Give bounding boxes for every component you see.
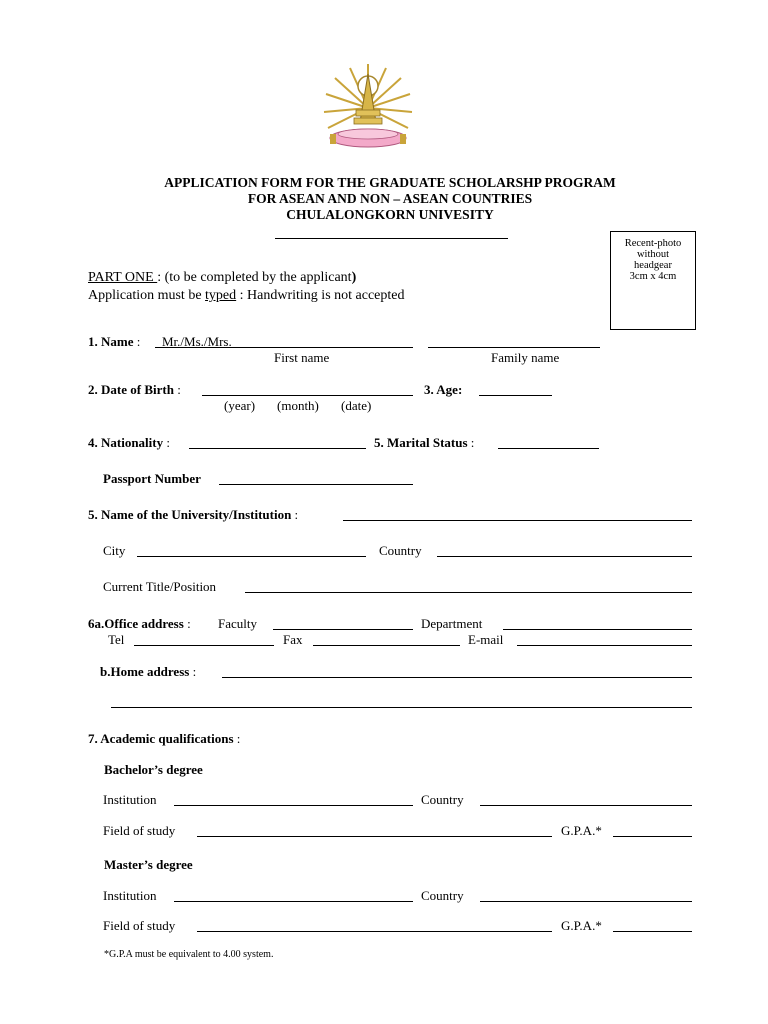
country-label: Country xyxy=(379,543,422,558)
email-input[interactable] xyxy=(517,645,692,646)
bachelor-field-input[interactable] xyxy=(197,836,552,837)
city-input[interactable] xyxy=(137,556,366,557)
university-label-wrap xyxy=(88,508,298,521)
marital-colon: : xyxy=(467,435,475,450)
home-address-input-1[interactable] xyxy=(222,677,692,678)
part-one-label: PART ONE xyxy=(88,270,158,285)
home-address-input-2[interactable] xyxy=(111,707,692,708)
name-colon: : xyxy=(133,334,141,349)
first-name-input[interactable] xyxy=(155,347,413,348)
office-label: 6a.Office address xyxy=(88,616,184,631)
typed-word: typed xyxy=(205,288,237,303)
marital-label-wrap xyxy=(374,436,474,449)
gpa-footnote: *G.P.A must be equivalent to 4.00 system. xyxy=(104,949,274,960)
country-input[interactable] xyxy=(437,556,692,557)
academic-label: 7. Academic qualifications xyxy=(88,731,234,746)
dob-label: 2. Date of Birth xyxy=(88,382,174,397)
name-label-wrap xyxy=(88,335,140,348)
bachelor-country-label: Country xyxy=(421,792,464,807)
tel-input[interactable] xyxy=(134,645,274,646)
form-title-line2: FOR ASEAN AND NON – ASEAN COUNTRIES xyxy=(247,191,533,206)
university-label: 5. Name of the University/Institution xyxy=(88,507,292,522)
office-colon: : xyxy=(183,616,191,631)
nationality-input[interactable] xyxy=(189,448,366,449)
master-institution-label: Institution xyxy=(103,888,157,903)
university-input[interactable] xyxy=(343,520,692,521)
bachelor-country-input[interactable] xyxy=(480,805,692,806)
city-label: City xyxy=(103,543,126,558)
dob-colon: : xyxy=(173,382,181,397)
name-label: 1. Name xyxy=(88,334,134,349)
typed-suffix: : Handwriting is not accepted xyxy=(236,288,405,303)
faculty-input[interactable] xyxy=(273,629,413,630)
university-colon: : xyxy=(291,507,299,522)
age-label: 3. Age: xyxy=(424,382,463,397)
tel-label: Tel xyxy=(108,632,125,647)
master-heading: Master’s degree xyxy=(104,857,193,872)
typed-notice xyxy=(88,289,405,303)
faculty-label: Faculty xyxy=(218,616,257,631)
department-input[interactable] xyxy=(503,629,692,630)
bachelor-gpa-label: G.P.A.* xyxy=(561,823,602,838)
photo-box[interactable] xyxy=(610,231,696,330)
part-one-heading xyxy=(88,271,356,285)
family-name-input[interactable] xyxy=(428,347,600,348)
marital-label: 5. Marital Status xyxy=(374,435,468,450)
academic-label-wrap xyxy=(88,732,240,745)
master-institution-input[interactable] xyxy=(174,901,413,902)
home-label-wrap xyxy=(100,665,196,678)
email-label: E-mail xyxy=(468,632,504,647)
form-title-line1: APPLICATION FORM FOR THE GRADUATE SCHOLARSHP PROGRAM xyxy=(164,175,616,190)
nationality-label-wrap xyxy=(88,436,170,449)
current-title-input[interactable] xyxy=(245,592,692,593)
photo-box-line1: Recent-photo xyxy=(624,238,682,249)
current-title-label: Current Title/Position xyxy=(103,579,217,594)
master-field-input[interactable] xyxy=(197,931,552,932)
home-label: b.Home address xyxy=(100,664,190,679)
master-field-label: Field of study xyxy=(103,918,176,933)
bachelor-field-label: Field of study xyxy=(103,823,176,838)
university-emblem xyxy=(320,60,416,156)
nationality-colon: : xyxy=(163,435,170,450)
master-country-label: Country xyxy=(421,888,464,903)
age-input[interactable] xyxy=(479,395,552,396)
fax-label: Fax xyxy=(283,632,303,647)
bachelor-gpa-input[interactable] xyxy=(613,836,692,837)
home-colon: : xyxy=(189,664,197,679)
dob-date-caption: (date) xyxy=(341,398,372,413)
master-gpa-input[interactable] xyxy=(613,931,692,932)
dob-input[interactable] xyxy=(202,395,413,396)
name-title-value: Mr./Ms./Mrs. xyxy=(162,334,232,349)
first-name-caption: First name xyxy=(274,350,330,365)
dob-year-caption: (year) xyxy=(224,398,256,413)
passport-label: Passport Number xyxy=(103,471,201,486)
photo-box-line3: headgear xyxy=(634,260,672,271)
master-gpa-label: G.P.A.* xyxy=(561,918,602,933)
part-one-paren: ) xyxy=(351,270,357,285)
department-label: Department xyxy=(421,616,483,631)
dob-label-wrap xyxy=(88,383,181,396)
office-label-wrap xyxy=(88,617,191,630)
typed-prefix: Application must be xyxy=(88,288,206,303)
fax-input[interactable] xyxy=(313,645,460,646)
passport-input[interactable] xyxy=(219,484,413,485)
form-title-line3: CHULALONGKORN UNIVESITY xyxy=(286,207,494,222)
academic-colon: : xyxy=(233,731,241,746)
part-one-instruction: : (to be completed by the applicant xyxy=(157,270,352,285)
title-underline xyxy=(275,238,508,239)
photo-box-line4: 3cm x 4cm xyxy=(629,271,677,282)
marital-input[interactable] xyxy=(498,448,599,449)
dob-month-caption: (month) xyxy=(277,398,319,413)
bachelor-institution-input[interactable] xyxy=(174,805,413,806)
photo-box-line2: without xyxy=(636,249,670,260)
master-country-input[interactable] xyxy=(480,901,692,902)
bachelor-institution-label: Institution xyxy=(103,792,157,807)
nationality-label: 4. Nationality xyxy=(88,435,164,450)
bachelor-heading: Bachelor’s degree xyxy=(104,762,203,777)
family-name-caption: Family name xyxy=(491,350,560,365)
